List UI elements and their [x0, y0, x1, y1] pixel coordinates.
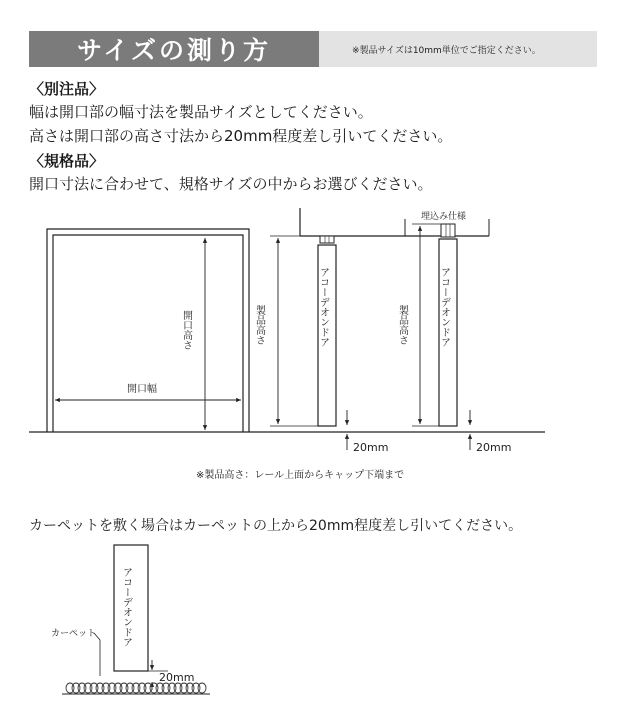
carpet-label: カーペット — [51, 629, 97, 639]
opening-height-label: 開口高さ — [180, 310, 192, 350]
header-note: ※製品サイズは10mm単位でご指定ください。 — [352, 45, 541, 56]
diagram-caption: ※製品高さ：レール上面からキャップ下端まで — [196, 470, 405, 481]
product-height-label-2: 製品高さ — [396, 305, 408, 345]
custom-heading: 〈別注品〉 — [29, 80, 105, 98]
standard-line-1: 開口寸法に合わせて、規格サイズの中からお選びください。 — [29, 175, 433, 193]
carpet-leader — [94, 633, 100, 676]
page-title: サイズの測り方 — [29, 31, 319, 67]
door-1-label: アコーデオンドア — [317, 267, 329, 347]
gap-label-1: 20mm — [353, 441, 389, 454]
custom-line-2: 高さは開口部の高さ寸法から20mm程度差し引いてください。 — [29, 127, 453, 145]
opening-width-label: 開口幅 — [127, 384, 157, 395]
carpet-loops — [66, 683, 206, 693]
embedded-label: 埋込み仕様 — [421, 212, 467, 222]
door-2-label: アコーデオンドア — [438, 267, 450, 347]
gap-label-2: 20mm — [476, 441, 512, 454]
opening-frame — [47, 229, 249, 432]
custom-line-1: 幅は開口部の幅寸法を製品サイズとしてください。 — [29, 103, 373, 121]
standard-heading: 〈規格品〉 — [29, 152, 105, 170]
product-height-label-1: 製品高さ — [253, 305, 265, 345]
carpet-door-label: アコーデオンドア — [120, 567, 132, 647]
carpet-instruction: カーペットを敷く場合はカーペットの上から20mm程度差し引いてください。 — [29, 518, 523, 534]
carpet-gap-label: 20mm — [159, 671, 195, 684]
rail-2 — [441, 224, 455, 237]
rail-1 — [320, 236, 334, 243]
